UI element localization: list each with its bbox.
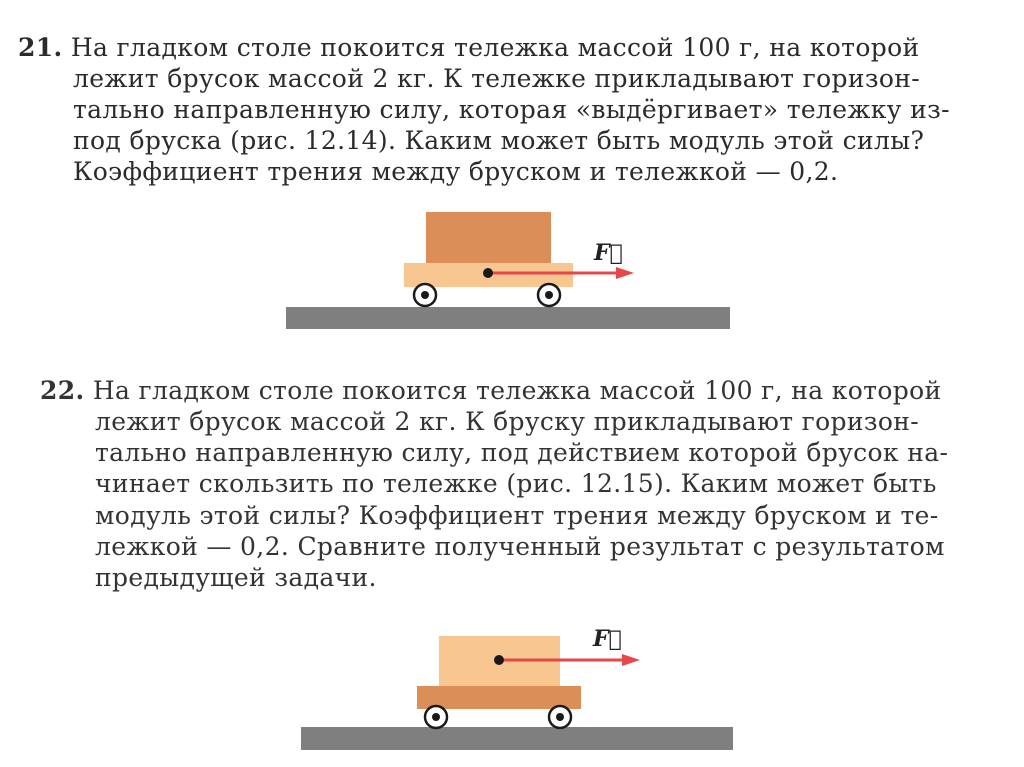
- table-surface: [286, 307, 730, 329]
- force-label: F⃗: [593, 626, 622, 652]
- problem-21-text-1: На гладком столе покоится тележка массой 100 г, на которой: [70, 33, 920, 62]
- wheel-left: [425, 706, 447, 728]
- problem-22-line-3: тально направленную силу, под действием которой брусок на-: [95, 438, 949, 467]
- application-point: [483, 268, 493, 278]
- problem-21-line-5: Коэффициент трения между бруском и тележкой — 0,2.: [73, 157, 839, 186]
- problem-22-line-1: [40, 376, 942, 406]
- force-label: F⃗: [594, 240, 623, 266]
- block: [426, 212, 551, 263]
- problem-21-line-1: [18, 33, 920, 63]
- problem-22-line-6: лежкой — 0,2. Сравните полученный результат с результатом: [95, 532, 945, 561]
- application-point: [494, 655, 504, 665]
- problem-21-line-2: лежит брусок массой 2 кг. К тележке прикладывают горизон-: [73, 64, 921, 93]
- problem-22-text-1: На гладком столе покоится тележка массой 100 г, на которой: [92, 376, 942, 405]
- problem-22-line-4: чинает скользить по тележке (рис. 12.15). Каким может быть: [95, 469, 937, 498]
- wheel-right: [538, 284, 560, 306]
- wheel-right: [549, 706, 571, 728]
- problem-22-line-7: предыдущей задачи.: [95, 563, 377, 592]
- problem-22-line-5: модуль этой силы? Коэффициент трения между бруском и те-: [95, 501, 939, 530]
- problem-21-line-4: под бруска (рис. 12.14). Каким может быть модуль этой силы?: [73, 126, 925, 155]
- wheel-left: [414, 284, 436, 306]
- figure-12-14: [280, 205, 740, 335]
- problem-21-line-3: тально направленную силу, которая «выдёргивает» тележку из-: [73, 95, 950, 124]
- figure-12-15: [295, 620, 745, 760]
- problem-22-number: 22.: [40, 376, 85, 405]
- problem-21-number: 21.: [18, 33, 63, 62]
- problem-22-line-2: лежит брусок массой 2 кг. К бруску прикладывают горизон-: [95, 407, 920, 436]
- table-surface: [301, 727, 733, 750]
